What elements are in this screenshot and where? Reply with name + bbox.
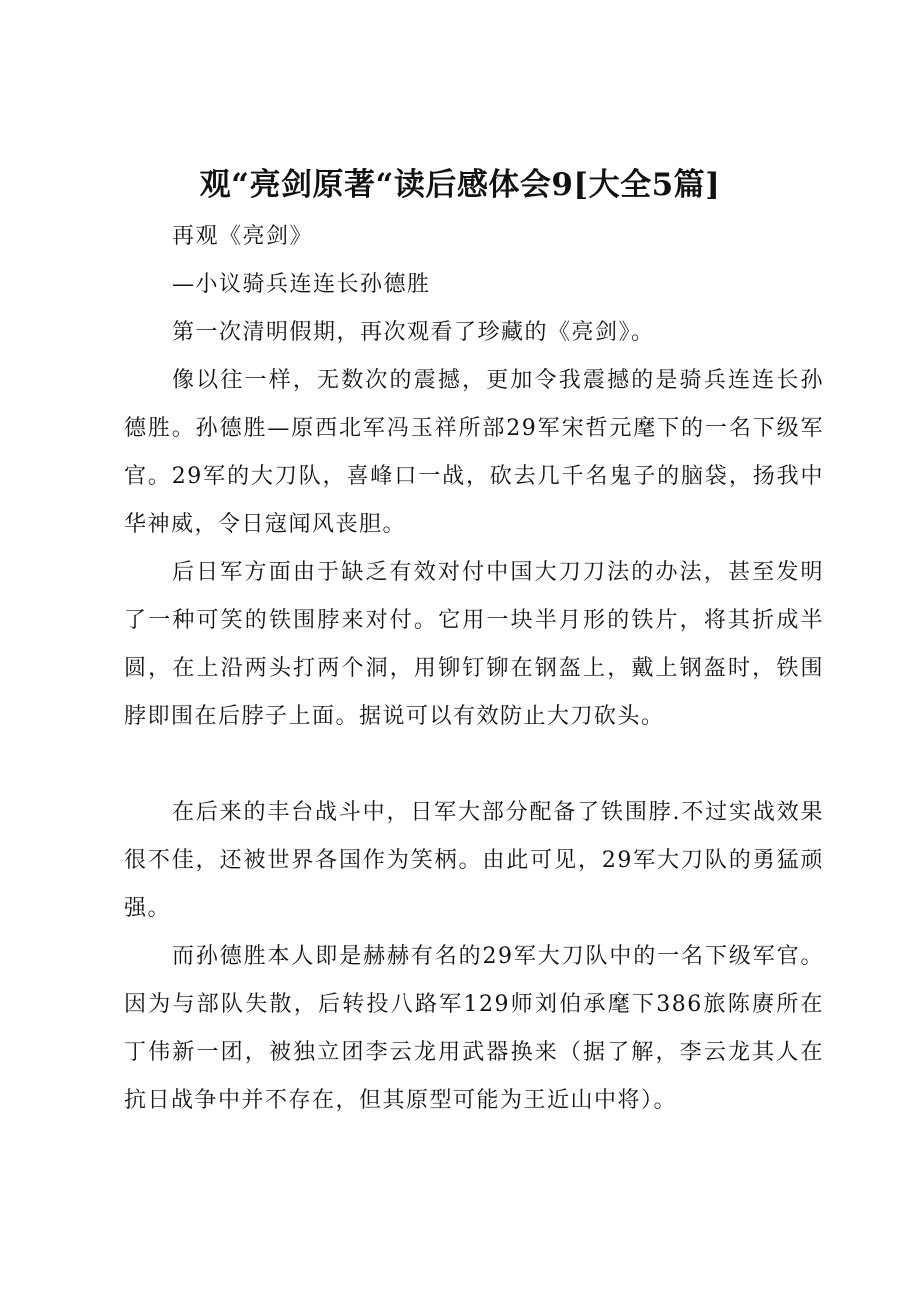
paragraph: 像以往一样，无数次的震撼，更加令我震撼的是骑兵连连长孙德胜。孙德胜—原西北军冯玉祥所部29军宋哲元麾下的一名下级军官。29军的大刀队，喜峰口一战，砍去几千名鬼子的脑袋，扬我中华神威，令日寇闻风丧胆。 (124, 368, 824, 537)
paragraph: 第一次清明假期，再次观看了珍藏的《亮剑》。 (172, 320, 655, 345)
document-body (124, 213, 824, 1125)
paragraph-spacer (124, 741, 824, 789)
paragraph: 而孙德胜本人即是赫赫有名的29军大刀队中的一名下级军官。因为与部队失散，后转投八路军129师刘伯承麾下386旅陈赓所在丁伟新一团，被独立团李云龙用武器换来（据了解，李云龙其人在抗日战争中并不存在，但其原型可能为王近山中将）。 (124, 944, 824, 1113)
document-title: 观“亮剑原著“读后感体会9[大全5篇] (199, 167, 721, 203)
paragraph-subheading: —小议骑兵连连长孙德胜 (172, 272, 431, 297)
paragraph-subtitle: 再观《亮剑》 (172, 224, 314, 249)
paragraph: 后日军方面由于缺乏有效对付中国大刀刀法的办法，甚至发明了一种可笑的铁围脖来对付。它用一块半月形的铁片，将其折成半圆，在上沿两头打两个洞，用铆钉铆在钢盔上，戴上钢盔时，铁围脖即围在后脖子上面。据说可以有效防止大刀砍头。 (124, 560, 824, 729)
paragraph: 在后来的丰台战斗中，日军大部分配备了铁围脖.不过实战效果很不佳，还被世界各国作为笑柄。由此可见，29军大刀队的勇猛顽强。 (124, 800, 824, 921)
